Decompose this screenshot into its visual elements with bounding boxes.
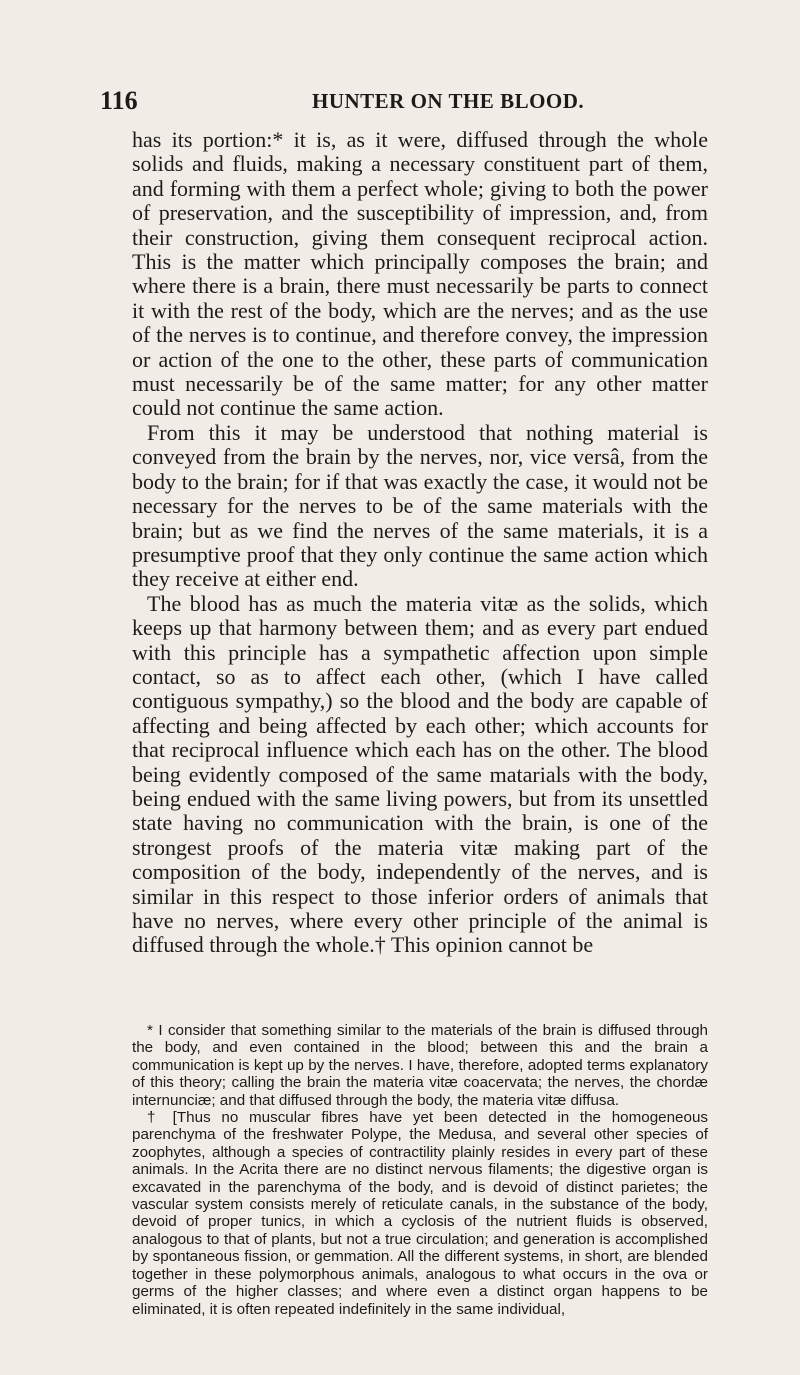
footnotes bbox=[132, 1022, 708, 1318]
footnote: * I consider that something similar to the materials of the brain is diffused through the body, and even contained in the blood; between this and the brain a communication is kept up by the nerves. I have, therefore, adopted terms explanatory of this theory; calling the brain the materia vitæ coacervata; the nerves, the chordæ internunciæ; and that diffused through the body, the materia vitæ diffusa. bbox=[132, 1022, 708, 1109]
page-header bbox=[100, 86, 700, 116]
paragraph: has its portion:* it is, as it were, diffused through the whole solids and fluids, making a necessary constituent part of them, and forming with them a perfect whole; giving to both the power of preservation, and the susceptibility of impression, and, from their construction, giving them consequent reciprocal action. This is the matter which principally composes the brain; and where there is a brain, there must necessarily be parts to connect it with the rest of the body, which are the nerves; and as the use of the nerves is to continue, and therefore convey, the impression or action of the one to the other, these parts of communication must necessarily be of the same matter; for any other matter could not continue the same action. bbox=[132, 127, 708, 421]
paragraph: From this it may be understood that nothing material is conveyed from the brain by the nerves, nor, vice versâ, from the body to the brain; for if that was exactly the case, it would not be necessary for the nerves to be of the same materials with the brain; but as we find the nerves of the same materials, it is a presumptive proof that they only continue the same action which they receive at either end. bbox=[132, 419, 708, 592]
paragraph: The blood has as much the materia vitæ as the solids, which keeps up that harmony between them; and as every part endued with this principle has a sympathetic affection upon simple contact, so as to affect each other, (which I have called contiguous sympathy,) so the blood and the body are capable of affecting and being affected by each other; which accounts for that reciprocal influence which each has on the other. The blood being evidently composed of the same matarials with the body, being endued with the same living powers, but from its unsettled state having no communication with the brain, is one of the strongest proofs of the materia vitæ making part of the composition of the body, independently of the nerves, and is similar in this respect to those inferior orders of animals that have no nerves, where every other principle of the animal is diffused through the whole.† This opinion cannot be bbox=[132, 590, 708, 958]
page-number: 116 bbox=[100, 86, 138, 115]
running-head: HUNTER ON THE BLOOD. bbox=[312, 89, 585, 113]
main-text bbox=[132, 128, 708, 958]
footnote: † [Thus no muscular fibres have yet been detected in the homogeneous parenchyma of the freshwater Polype, the Medusa, and several other species of zoophytes, although a species of contractility plainly resides in every part of these animals. In the Acrita there are no distinct nervous filaments; the digestive organ is excavated in the parenchyma of the body, and is devoid of distinct parietes; the vascular system consists merely of reticulate canals, in the substance of the body, devoid of proper tunics, in which a cyclosis of the nutrient fluids is observed, analogous to that of plants, but not a true circulation; and generation is accomplished by spontaneous fission, or gemmation. All the different systems, in short, are blended together in these polymorphous animals, analogous to what occurs in the ova or germs of the higher classes; and where even a distinct organ happens to be eliminated, it is often repeated indefinitely in the same individual, bbox=[132, 1109, 708, 1318]
